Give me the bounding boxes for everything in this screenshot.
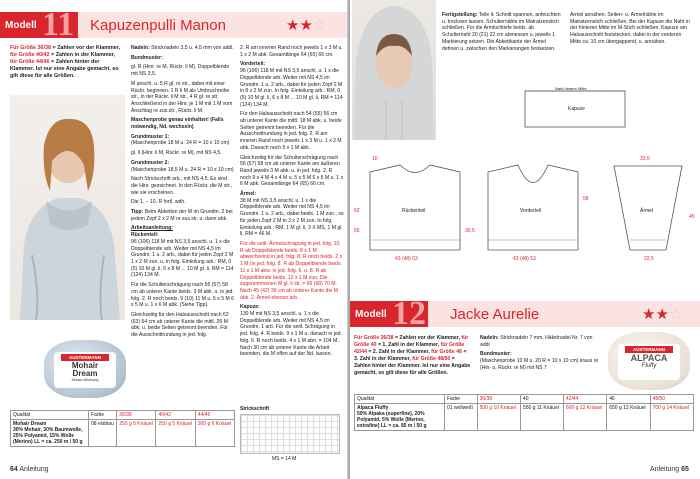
hood-label: Kapuze	[568, 106, 585, 112]
hood-photo	[352, 0, 436, 140]
yarn-ball-alpaca	[608, 332, 690, 390]
measure-armhole: 58	[583, 196, 589, 202]
page-footer-left: 64 Anleitung	[10, 466, 49, 473]
instructions-col-3: 2. R am inneren Rand noch jeweils 1 x 3 M u. 1 x 2 M abk. Gesamtlänge 64 (65) 66 cm. Vorderteil: 96 (106) 118 M mit NS 3,5 anschl. u. 1 x die Doppelblende arb. Weiter mit NS 4,5 im Grundm. 1 u. 2 arb., dabei für jeden Zopf 2 M in 8 x 2 M zun. In folg. Einteilung arb.: RM, 0 (5) 10 M gl. li, 6 x 8 M ... 10 M gl. li, RM = 114 (124) 134 M. Für den Halsausschnitt nach 54 (55) 56 cm ab unterer Kante die mittl. 18 M abk. u. beide Seiten getrennt beenden. Für die Ausschnittrundung in jed. folg. 2. R am inneren Rand noch jeweils 1 x 3 M u. 1 x 2 M abk. Danach noch 5 x 1 M abk. Gleichzeitig für die Schulterschrägung nach 56 (57) 58 cm ab unterer Kante am äußeren Rand jeweils 3 M abk. u. in jed. folg. 2. R noch 9 x 4 M 4 x 4 M u. 5 x 5 M 6 x 5 M u. 1 x 6 M abk. Gesamtlänge 64 (65) 66 cm. Ärmel: 38 M mit NS 3,5 anschl. u. 1 x die Doppelblende arb. Weiter mit NS 4,5 im Grundm. 1 u. 2 arb., dabei beids. 1 M zun., so für jeden Zopf 2 M in 3 x 2 M zun. In folg. Einteilung arb.: RM, 1 M gl. li, 3 X MS, 1 M gl. li, RM = 46 M. Für die seitl. Ärmelschrägung in jed. folg. 10. R ab Doppelblende beids. 8 x 1 M abwechselnd in jed. folg. 8. R noch beids. 2 x 1 M (in jed. folg. 8. R ab Doppelblende beids. 11 x 1 M abw. in jed. folg. 6. u. 8. R ab Doppelblende beids. 12 x 1 M zun. Die zugenommenen M gl. li str. = 66 (68) 70 M. Nach 45 (42) 39 cm ab unterer Kante die M abk. 2. Ärmel ebenso arb. Kapuze: 130 M mit NS 3,5 anschl. u. 1 x die Doppelblende arb. Weiter mit NS 4,5 im Grundm. 1 arb. Für die seitl. Schrägung in jed. folg. 4. R beids. 9 x 1 M u. danach in jed. folg. 6. R noch beids. 4 x 1 M abn. = 104 M. Nach 30 cm ab unterer Kante die Arbeit beenden, die M offen auf der Nd. lassen.	[240, 45, 344, 358]
yarn-table	[10, 410, 235, 447]
sleeve-label: Ärmel	[640, 208, 654, 214]
measure-shoulder: 10	[372, 156, 378, 162]
star-empty-icon: ☆	[312, 17, 327, 34]
yarn-ball-mohair	[44, 340, 126, 398]
model-photo-illustration	[10, 95, 125, 320]
difficulty-stars	[286, 16, 326, 34]
size-intro: Für Größe 36/38 = Zahlen vor der Klammer, für Größe 40/42 = Zahlen in der Klammer, für Größe 44/46 = Zahlen hinter der Klammer. Ist nur eine Angabe gemacht, so gilt diese für alle Größen.	[10, 45, 121, 79]
yarn-table-12	[354, 394, 694, 431]
knitting-chart-grid	[240, 414, 340, 454]
yarn-brand: AUSTERMANN	[61, 354, 109, 361]
yarn-sub: Mohair-Mischung	[71, 378, 99, 382]
model-photo	[10, 95, 125, 320]
instructions-col-2: Nadeln: Stricknadeln 3,5 u. 4,5 mm von addi. Bundmuster: gl. R (Hinr. re M, Rückr. li M), Doppelblende mit NS 3,5. M anschl. u. 5 R gl. re str., dabei mit einer Rückr. beginnen. 1 R li M als Umbruchreihe str., in der Rückr. li M str., 4 R gl. re str. Anschließend in der Hinr. je 1 M mit 1 M vom Anschlag re zus.str., Rückr. li M. Maschenprobe genau einhalten! (Falls notwendig, Nd. wechseln) Grundmuster 1: (Maschenprobe 18 M u. 24 R = 10 x 10 cm) gl. li (Hinr. li M, Rückr. re M), mit NS 4,5. Grundmuster 2: (Maschenprobe 18,5 M u. 24 R = 10 x 10 cm) Nach Strickschrift arb., mit NS 4,5. Es sind die Hinr. gezeichnet. In den Rückr. die M str., wie sie erscheinen. Die 1. – 10. R fortl. wdh. Tipp: Beim Abketten der M im Grundm. 2 bei jedem Zopf 2 x 2 M re zus.str. u. dann abk. Arbeitsanleitung: Rückenteil: 96 (106) 118 M mit NS 3,5 anschl. u. 1 x die Doppelblende arb. Weiter mit NS 4,5 im Grundm. 1 u. 2 arb., dabei für jeden Zopf 2 M 1 x 2 M zun. u. in folg. Einteilung arb.: RM, 0 (5) 10 M gl. li, 6 x 8 M ... 10 M gl. li, RM = 114 (124) 134 M. Für die Schulterschrägung nach 56 (57) 58 cm ab unterer Kante beids. 3 M abk. u. in jed. folg. 2. R noch beids. 9 (10) 11 M u. 5 x 5 M 6 x 5 M u. 1 x 6 M abk. (Siehe Tipp). Gleichzeitig für den Halsausschnitt nach 62 (63) 64 cm ab unterer Kante die mittl. 26 M abk. u. beide Seiten getrennt beenden. Für die Ausschnittrundung in jed. folg.	[131, 45, 234, 339]
size-intro-12: Für Größe 36/38 = Zahlen vor der Klammer, für Größe 40 = 1. Zahl in der Klammer, für Größe 42/44 = 2. Zahl in der Klammer, für Größe 46 = 3. Zahl in der Klammer, für Größe 48/50 = Zahlen hinter der Klammer. Ist nur eine Angabe gemacht, so gilt diese für alle Größen.	[354, 335, 471, 376]
model-number: 11	[42, 6, 75, 43]
modell-label: Modell	[350, 301, 428, 327]
model-number: 12	[392, 295, 426, 332]
hood-photo-illustration	[352, 0, 436, 140]
yarn-name: ALPACA	[630, 353, 668, 363]
yarn-label	[618, 344, 680, 380]
back-label: Rückenteil	[402, 208, 426, 214]
measure-width-front: 43 (48) 53	[513, 256, 536, 262]
chart-title: Strickschrift	[240, 406, 270, 412]
star-icon: ★★	[642, 306, 669, 323]
measure-sleeve-length: 45	[689, 214, 695, 220]
star-icon: ★★	[286, 17, 313, 34]
hood-seam-label: Naht hintere Mitte	[555, 86, 587, 91]
right-page	[350, 0, 700, 479]
instructions-12: Nadeln: Stricknadeln 7 mm, Häkelnadel Nr. 7 von addi Bundmuster: (Maschenprobe 10 M u. 20 R = 10 x 10 cm) kraus re (Hin- u. Rückr. re M) mit NS 7	[480, 335, 599, 371]
model-12-header	[350, 295, 700, 332]
model-11-header	[0, 6, 348, 43]
table-header-row: Qualität Farbe 36/38 40/42 44/46	[11, 411, 235, 420]
star-empty-icon: ☆	[668, 306, 683, 323]
table-row: Mohair Dream 30% Mohair, 30% Baumwolle, 25% Polyamid, 15% Wolle (Merino) LL = ca. 250 m / 50 g 08 eisblau 250 g 5 Knäuel 250 g 5 Knäuel 300 g 6 Knäuel	[11, 420, 235, 447]
left-page	[0, 0, 348, 479]
chart-label: MS = 14 M	[272, 456, 297, 462]
yarn-name-2: Dream	[72, 369, 98, 378]
schematic-hood	[510, 85, 640, 140]
front-label: Vorderteil	[520, 208, 542, 214]
model-title: Jacke Aurelie	[450, 306, 540, 323]
table-row: Alpaca Fluffy 50% Alpaka (superfine), 20% Polyamid, 5% Wolle (Merino, extrafine) LL = ca. 85 m / 50 g 01 wollweiß 500 g 10 Knäuel 550 g 11 Knäuel 600 g 12 Knäuel 650 g 13 Knäuel 700 g 14 Knäuel	[355, 404, 694, 431]
measure-side: 30,5	[465, 228, 475, 234]
yarn-label	[54, 352, 116, 388]
difficulty-stars	[642, 305, 682, 323]
model-title: Kapuzenpulli Manon	[90, 17, 226, 34]
measure-width-back: 43 (48) 53	[395, 256, 418, 262]
finishing-text: Fertigstellung: Teile it. Schnitt spannen, anfeuchten u. trocknen lassen. Schulternähte im Matratzenstich schließen. Für die Armlochtiefe beids. ab Schulternaht 20 (21) 22 cm abmessen u. jeweils 1 Markierung setzen. Die Abkettkante der Ärmel dehnen u. zwischen den Markierungen festsetzen. Ärmel annähen. Seiten- u. Ärmelnähte im Matratzenstich schließen. Bei der Kapuze die Naht in der hinteren Mitte im M-Stich schließen. Kapuze am Halsausschnitt feststecken, dabei in der vorderen Mitte ca. 10 cm übergappend, u. annähen.	[442, 12, 690, 52]
page-footer-right: Anleitung 65	[650, 466, 689, 473]
modell-label: Modell	[0, 12, 78, 38]
yarn-name-2: Fluffy	[641, 363, 657, 369]
measure-height: 62	[354, 208, 360, 214]
yarn-brand: AUSTERMANN	[625, 346, 673, 353]
measure-cuff: 22,5	[644, 256, 654, 262]
measure-upper-sleeve: 33,5	[640, 156, 650, 162]
table-header-row: Qualität Farbe 36/38 40 42/44 46 48/50	[355, 395, 694, 404]
measure-total: 65	[354, 228, 360, 234]
yarn-name: Mohair	[71, 361, 99, 370]
